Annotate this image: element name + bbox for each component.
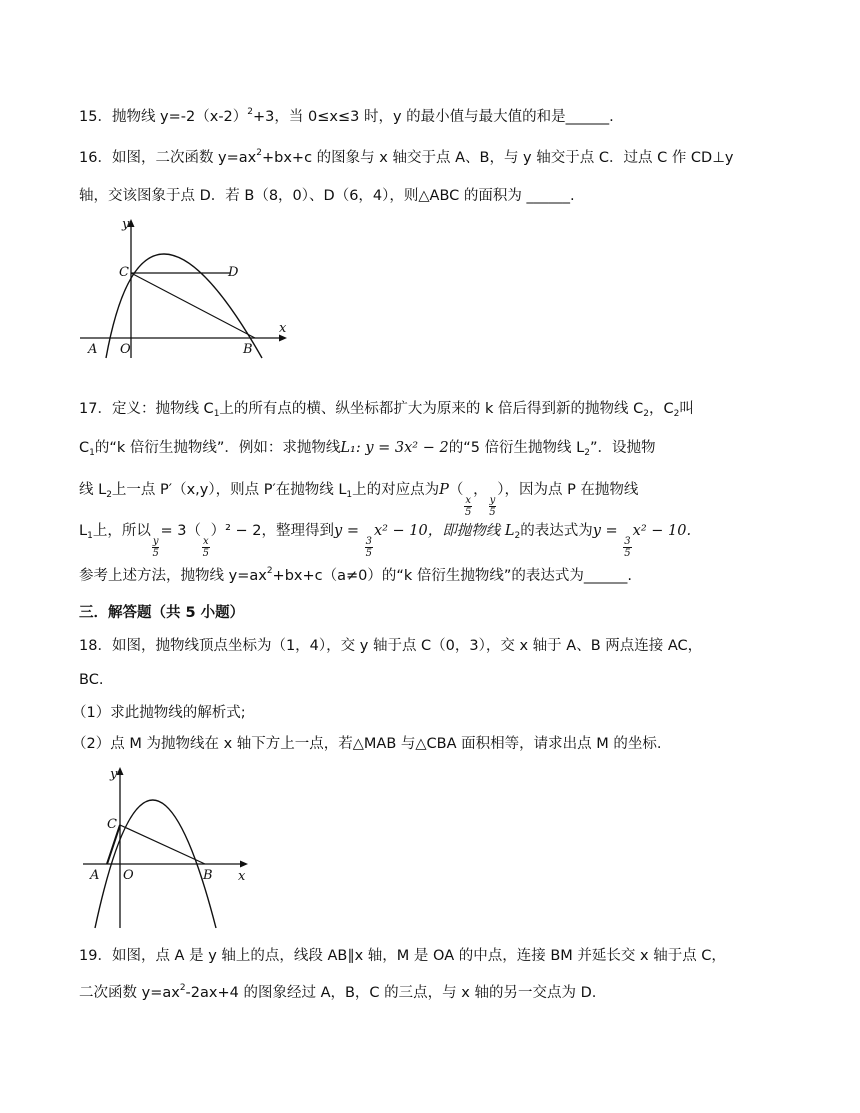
q18-label-b: B	[203, 868, 213, 883]
q18-figure	[80, 762, 255, 930]
q19-line1: 19．如图，点 A 是 y 轴上的点，线段 AB∥x 轴，M 是 OA 的中点，连接 BM 并延长交 x 轴于点 C，	[79, 948, 726, 964]
q17-t5: C	[79, 440, 90, 456]
q17-t15: = 3（	[160, 523, 201, 539]
q15-exponent: 2	[247, 107, 254, 117]
q17-t6: 的“k 倍衍生抛物线”．例如：求抛物线	[94, 440, 341, 456]
q17-t14: 上，所以	[92, 523, 151, 539]
q19-line2	[79, 983, 596, 1003]
q17-t2: 上的所有点的横、纵坐标都扩大为原来的 k 倍后得到新的抛物线 C	[219, 401, 644, 417]
q17-t9: 线 L	[79, 482, 107, 498]
q17-frac-y5b	[152, 536, 160, 559]
q17-sub6: 2	[106, 490, 112, 500]
q17-frac-y5-num: y	[489, 495, 496, 506]
q16-segment-cb	[131, 273, 255, 338]
q17-point-p: P	[439, 482, 449, 498]
q18-segment-cb	[120, 825, 205, 864]
q16-line1	[79, 148, 733, 168]
q17-sub7: 1	[346, 490, 353, 500]
q18-label-c: C	[107, 817, 117, 832]
q17-y-eq-1: y =	[334, 523, 364, 539]
q16-figure	[80, 212, 295, 360]
q18-label-a: A	[90, 868, 100, 883]
q18-y-arrow	[117, 767, 124, 775]
q17-paren-open: （	[448, 482, 464, 498]
q17-frac-35a-den: 5	[365, 548, 372, 559]
q16-text-b: +bx+c 的图象与 x 轴交于点 A、B，与 y 轴交于点 C．过点 C 作 CD⊥y	[262, 150, 734, 166]
q16-label-d: D	[228, 265, 239, 280]
q17-line3	[79, 480, 638, 518]
q17-frac-y5b-den: 5	[152, 548, 159, 559]
q16-line2	[79, 186, 575, 206]
q17-frac-x5b-den: 5	[202, 548, 209, 559]
q17-sub1: 1	[213, 409, 220, 419]
q17-t8: ”．设抛物	[589, 440, 656, 456]
q16-exponent: 2	[256, 148, 262, 158]
q18-x-arrow	[240, 861, 248, 868]
q17-sub9: 2	[514, 531, 521, 541]
q17-t19: x² − 10.	[632, 523, 692, 539]
q17-frac-x5-den: 5	[465, 507, 472, 518]
q18-part2: （2）点 M 为抛物线在 x 轴下方上一点，若△MAB 与△CBA 面积相等，请求出点 M 的坐标.	[72, 736, 662, 752]
q18-line1: 18．如图，抛物线顶点坐标为（1，4），交 y 轴于点 C（0，3），交 x 轴于 A、B 两点连接 AC，	[79, 638, 703, 654]
q17-t10: 上一点 P′（x,y），则点 P′在抛物线 L	[111, 482, 347, 498]
q16-label-c: C	[119, 265, 129, 280]
q17-frac-35a-num: 3	[365, 536, 372, 547]
q17-t17: x² − 10，即抛物线 L	[373, 523, 515, 539]
q17-sub5: 2	[584, 448, 590, 458]
q17-formula-l1: L₁: y = 3x² − 2	[340, 440, 449, 456]
q17-frac-y5	[489, 495, 497, 518]
q17-frac-35b-den: 5	[624, 548, 631, 559]
q17-frac-x5-num: x	[465, 495, 472, 506]
q17-frac-x5b	[202, 536, 210, 559]
q17-frac-35b-num: 3	[624, 536, 631, 547]
q17-frac-x5	[464, 495, 472, 518]
q16-label-a: A	[88, 342, 98, 357]
q15-line	[79, 107, 614, 127]
q18-line2: BC.	[79, 672, 104, 688]
q19-text-b: -2ax+4 的图象经过 A，B，C 的三点，与 x 轴的另一交点为 D.	[185, 985, 597, 1001]
q18-part1: （1）求此抛物线的解析式;	[72, 705, 246, 721]
q17-t13: L	[79, 523, 88, 539]
q15-text-b: +3，当 0≤x≤3 时，y 的最小值与最大值的和是______.	[253, 109, 614, 125]
q19-text-a: 二次函数 y=ax	[79, 985, 180, 1001]
q17-sub2: 2	[643, 409, 650, 419]
q17-line2	[79, 438, 656, 458]
q17-t4: 叫	[679, 401, 694, 417]
q16-text-c: 轴，交该图象于点 D．若 B（8，0）、D（6，4），则△ABC 的面积为 ______.	[79, 188, 575, 204]
q15-text-a: 15．抛物线 y=-2（x-2）	[79, 109, 248, 125]
q17-t21: +bx+c（a≠0）的“k 倍衍生抛物线”的表达式为______.	[272, 568, 633, 584]
q18-label-x: x	[238, 869, 246, 884]
q17-frac-35a	[365, 536, 373, 559]
q17-comma: ，	[473, 482, 488, 498]
section-3-heading: 三．解答题（共 5 小题）	[79, 605, 245, 621]
q17-line5	[79, 566, 632, 586]
q17-frac-y5b-num: y	[152, 536, 159, 547]
q17-paren-close: ）	[497, 482, 505, 498]
q16-label-o: O	[120, 342, 131, 357]
q17-t20: 参考上述方法，抛物线 y=ax	[79, 568, 267, 584]
q17-line4	[79, 521, 691, 559]
q17-t12: ，因为点 P 在抛物线	[504, 482, 639, 498]
q17-frac-x5b-num: x	[202, 536, 209, 547]
q17-t3: ，C	[649, 401, 674, 417]
q18-label-o: O	[123, 868, 134, 883]
q19-exponent: 2	[179, 983, 186, 993]
q16-label-b: B	[243, 342, 253, 357]
q18-label-y: y	[110, 767, 118, 782]
q16-label-x: x	[279, 321, 287, 336]
q17-line1	[79, 399, 694, 419]
q16-text-a: 16．如图，二次函数 y=ax	[79, 150, 257, 166]
q17-t1: 17．定义：抛物线 C	[79, 401, 214, 417]
q17-t7: 的“5 倍衍生抛物线 L	[448, 440, 585, 456]
q17-t18: 的表达式为	[520, 523, 593, 539]
q17-t11: 上的对应点为	[352, 482, 440, 498]
q17-frac-y5-den: 5	[489, 507, 496, 518]
q17-sub3: 2	[673, 409, 680, 419]
q17-t16: ）² − 2，整理得到	[210, 523, 335, 539]
q17-sub8: 1	[87, 531, 93, 541]
q17-y-eq-2: y =	[592, 523, 623, 539]
q17-frac-35b	[623, 536, 631, 559]
q16-label-y: y	[122, 217, 130, 232]
q17-exponent: 2	[266, 566, 273, 576]
q17-sub4: 1	[89, 448, 95, 458]
